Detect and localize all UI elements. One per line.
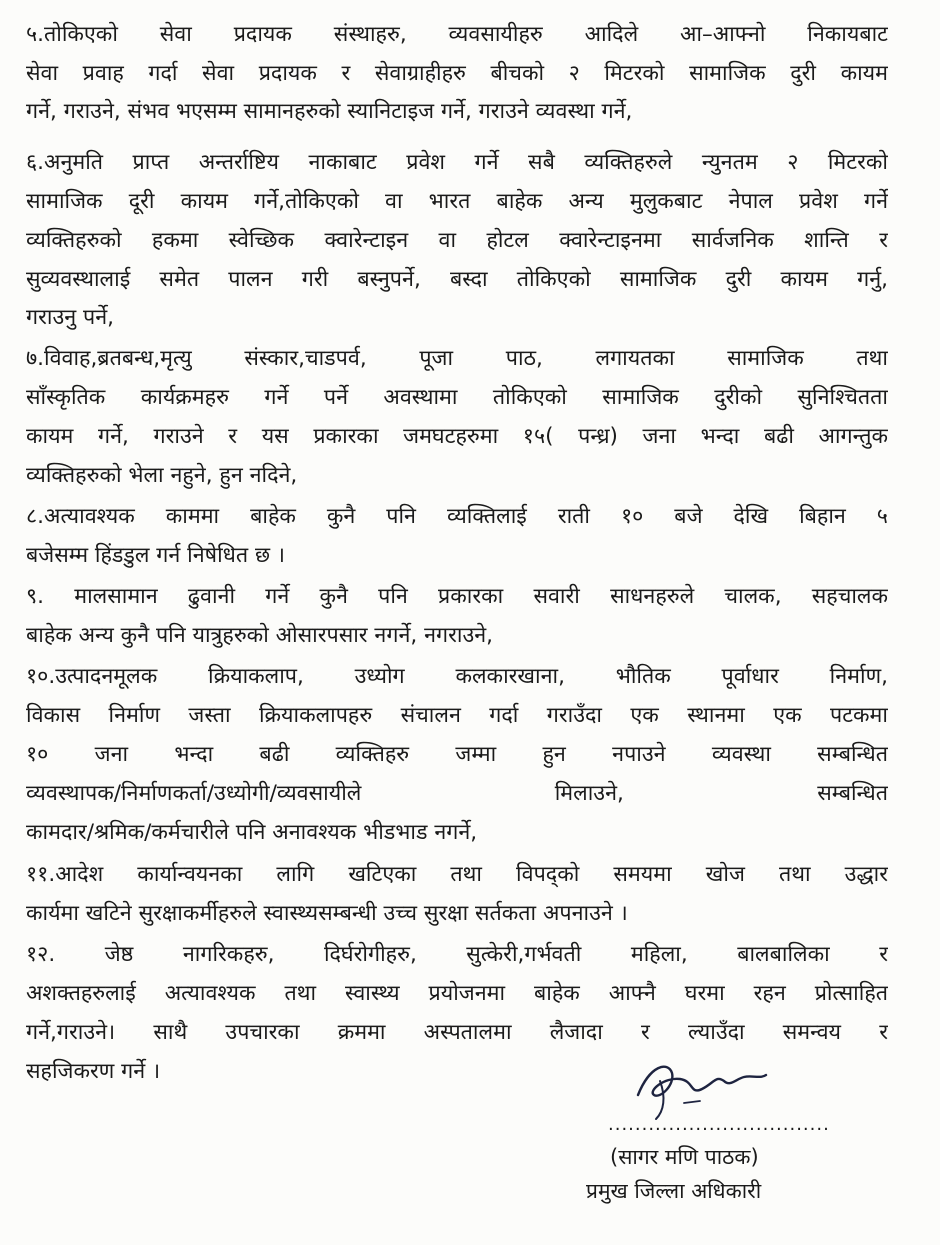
paragraph-7-line-4: व्यक्तिहरुको भेला नहुने, हुन नदिने, <box>26 463 298 488</box>
paragraph-10-line-1: १०.उत्पादनमूलक क्रियाकलाप, उध्योग कलकारखाना, भौतिक पूर्वाधार निर्माण, <box>26 664 888 689</box>
paragraph-6-line-4: सुव्यवस्थालाई समेत पालन गरी बस्नुपर्ने, बस्दा तोकिएको सामाजिक दुरी कायम गर्नु, <box>26 267 888 292</box>
paragraph-7-line-3: कायम गर्ने, गराउने र यस प्रकारका जमघटहरुमा १५( पन्ध्र) जना भन्दा बढी आगन्तुक <box>26 424 888 449</box>
paragraph-11-line-2: कार्यमा खटिने सुरक्षाकर्मीहरुले स्वास्थ्यसम्बन्धी उच्च सुरक्षा सर्तकता अपनाउने । <box>26 901 628 926</box>
paragraph-10-line-4: व्यवस्थापक/निर्माणकर्ता/उध्योगी/व्यवसायीले मिलाउने, सम्बन्धित <box>26 781 888 806</box>
paragraph-6-line-1: ६.अनुमति प्राप्त अन्तर्राष्टिय नाकाबाट प्रवेश गर्ने सबै व्यक्तिहरुले न्युनतम २ मिटरको <box>26 150 888 175</box>
signatory-name: (सागर मणि पाठक) <box>610 1145 759 1169</box>
signature-line: ................................. <box>608 1114 830 1135</box>
paragraph-12-line-2: अशक्तहरुलाई अत्यावश्यक तथा स्वास्थ्य प्रयोजनमा बाहेक आफ्नै घरमा रहन प्रोत्साहित <box>26 981 888 1006</box>
paragraph-5-line-2: सेवा प्रवाह गर्दा सेवा प्रदायक र सेवाग्राहीहरु बीचको २ मिटरको सामाजिक दुरी कायम <box>26 61 888 86</box>
paragraph-7-line-2: साँस्कृतिक कार्यक्रमहरु गर्ने पर्ने अवस्थामा तोकिएको सामाजिक दुरीको सुनिश्चितता <box>26 385 888 410</box>
paragraph-6-line-2: सामाजिक दूरी कायम गर्ने,तोकिएको वा भारत बाहेक अन्य मुलुकबाट नेपाल प्रवेश गर्ने <box>26 189 888 214</box>
paragraph-12-line-1: १२. जेष्ठ नागरिकहरु, दिर्घरोगीहरु, सुत्केरी,गर्भवती महिला, बालबालिका र <box>26 942 888 967</box>
paragraph-8-line-2: बजेसम्म हिंडडुल गर्न निषेधित छ । <box>26 543 286 568</box>
paragraph-11-line-1: ११.आदेश कार्यान्वयनका लागि खटिएका तथा विपद्को समयमा खोज तथा उद्धार <box>26 862 888 887</box>
signature-block <box>560 1055 860 1245</box>
paragraph-5-line-3: गर्ने, गराउने, संभव भएसम्म सामानहरुको स्यानिटाइज गर्ने, गराउने व्यवस्था गर्ने, <box>26 99 633 124</box>
paragraph-6-line-3: व्यक्तिहरुको हकमा स्वेच्छिक क्वारेन्टाइन वा होटल क्वारेन्टाइनमा सार्वजनिक शान्ति र <box>26 228 888 253</box>
paragraph-9-line-2: बाहेक अन्य कुनै पनि यात्रुहरुको ओसारपसार नगर्ने, नगराउने, <box>26 623 494 648</box>
paragraph-6-line-5: गराउनु पर्ने, <box>26 305 114 330</box>
paragraph-12-line-3: गर्ने,गराउने। साथै उपचारका क्रममा अस्पतालमा लैजादा र ल्याउँदा समन्वय र <box>26 1020 888 1045</box>
paragraph-10-line-5: कामदार/श्रमिक/कर्मचारीले पनि अनावश्यक भीडभाड नगर्ने, <box>26 820 478 845</box>
paragraph-12-line-4: सहजिकरण गर्ने । <box>26 1059 161 1084</box>
paragraph-10-line-2: विकास निर्माण जस्ता क्रियाकलापहरु संचालन गर्दा गराउँदा एक स्थानमा एक पटकमा <box>26 703 888 728</box>
signatory-title: प्रमुख जिल्ला अधिकारी <box>586 1179 762 1203</box>
paragraph-5-line-1: ५.तोकिएको सेवा प्रदायक संस्थाहरु, व्यवसायीहरु आदिले आ–आफ्नो निकायबाट <box>26 22 888 47</box>
paragraph-9-line-1: ९. मालसामान ढुवानी गर्ने कुनै पनि प्रकारका सवारी साधनहरुले चालक, सहचालक <box>26 584 888 609</box>
paragraph-10-line-3: १० जना भन्दा बढी व्यक्तिहरु जम्मा हुन नपाउने व्यवस्था सम्बन्धित <box>26 742 888 767</box>
paragraph-7-line-1: ७.विवाह,ब्रतबन्ध,मृत्यु संस्कार,चाडपर्व, पूजा पाठ, लगायतका सामाजिक तथा <box>26 346 888 371</box>
paragraph-8-line-1: ८.अत्यावश्यक काममा बाहेक कुनै पनि व्यक्तिलाई राती १० बजे देखि बिहान ५ <box>26 504 888 529</box>
